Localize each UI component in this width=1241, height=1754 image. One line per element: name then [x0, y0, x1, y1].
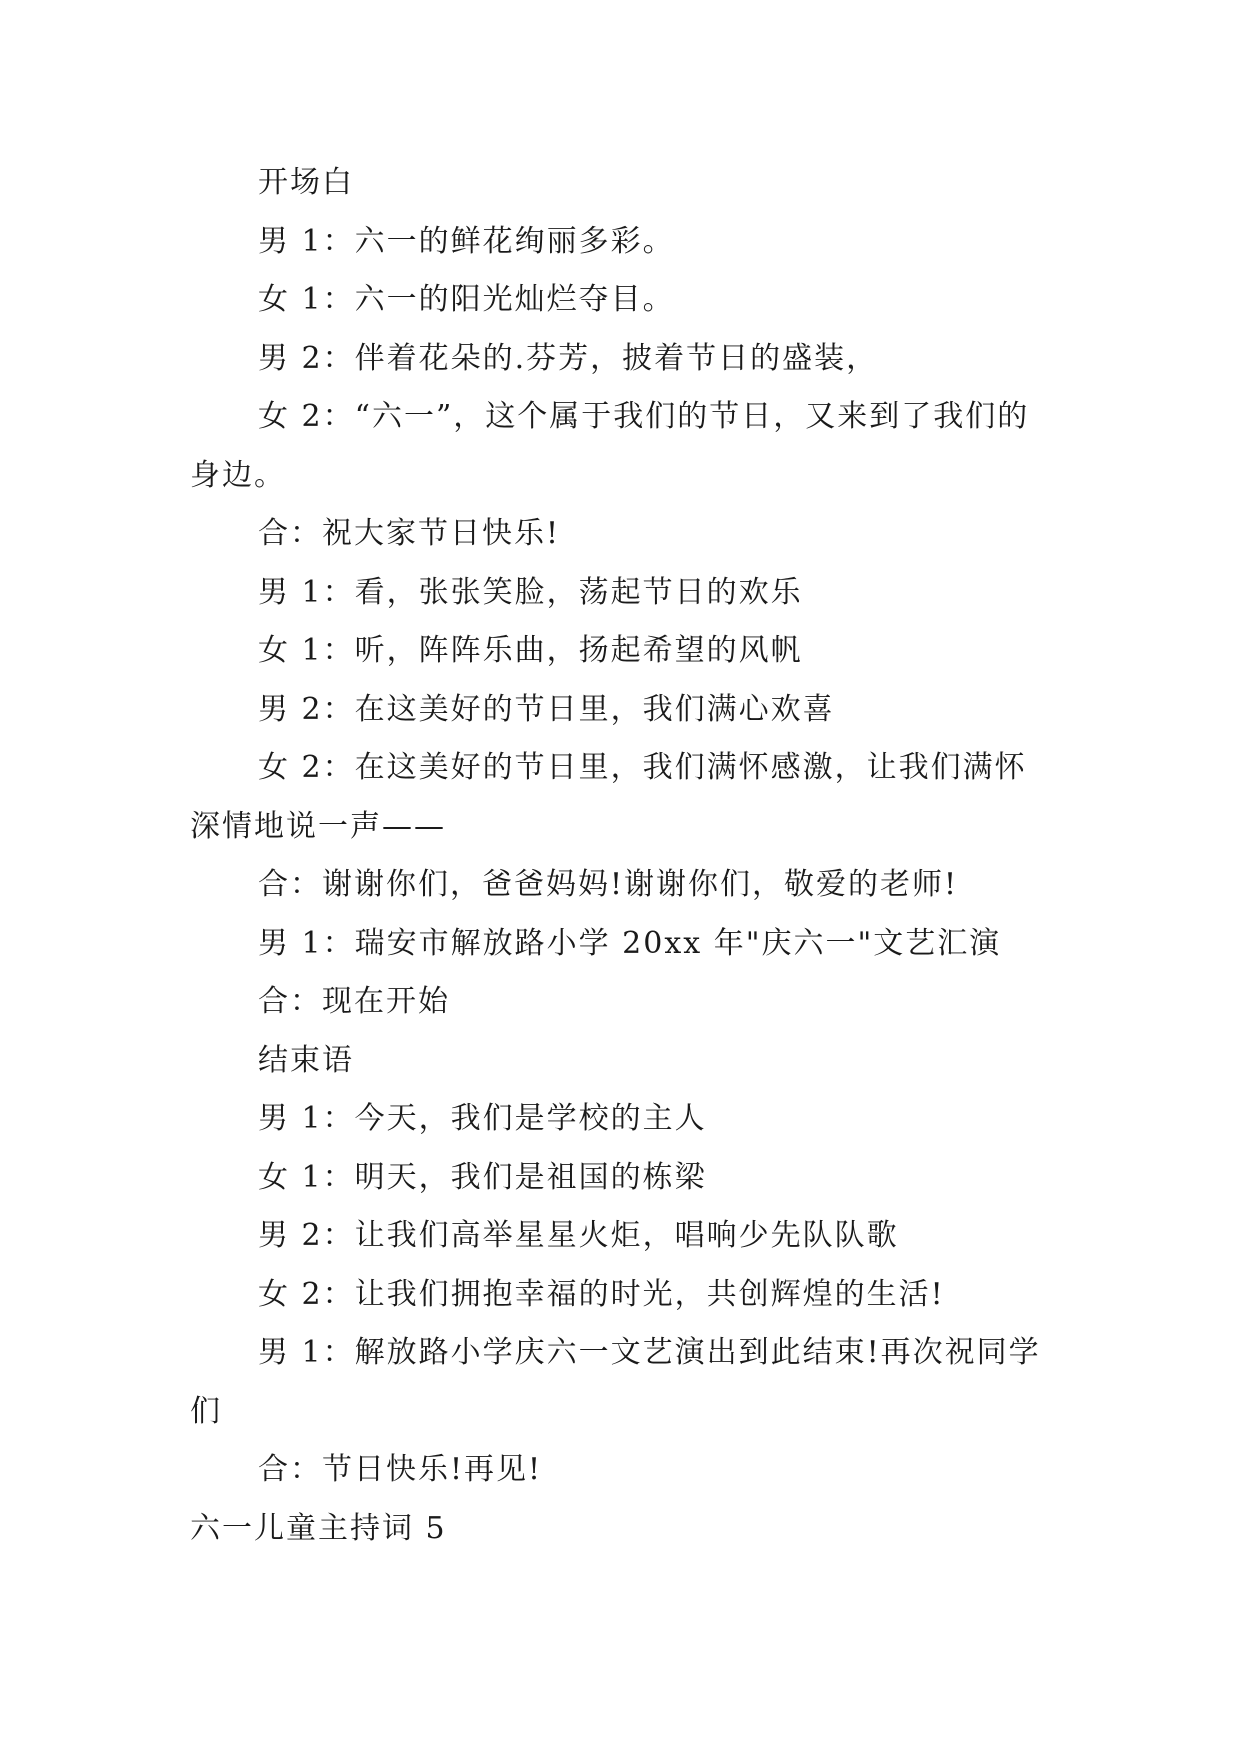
paragraph-line: 男 1：解放路小学庆六一文艺演出到此结束!再次祝同学们 — [190, 1335, 1041, 1429]
paragraph-closing-title: 结束语 — [258, 1042, 354, 1078]
paragraph-line: 合：节日快乐!再见! — [258, 1452, 543, 1487]
paragraph-line: 女 1：听，阵阵乐曲，扬起希望的风帆 — [258, 633, 803, 668]
paragraph-line: 女 2：“六一”，这个属于我们的节日，又来到了我们的身边。 — [190, 399, 1030, 493]
paragraph-line: 男 2：伴着花朵的.芬芳，披着节日的盛装， — [258, 340, 879, 376]
paragraph-opening-title: 开场白 — [258, 165, 354, 200]
paragraph-line: 男 1：看，张张笑脸，荡起节日的欢乐 — [258, 574, 803, 610]
paragraph-line: 女 1：六一的阳光灿烂夺目。 — [258, 282, 675, 317]
paragraph-line: 合：现在开始 — [258, 984, 450, 1019]
paragraph-line: 合：祝大家节日快乐! — [258, 516, 561, 551]
paragraph-line: 男 2：让我们高举星星火炬，唱响少先队队歌 — [258, 1218, 899, 1253]
paragraph-line: 男 1：瑞安市解放路小学 20xx 年"庆六一"文艺汇演 — [258, 925, 1002, 961]
document-body — [190, 154, 1050, 1558]
paragraph-line: 男 2：在这美好的节日里，我们满心欢喜 — [258, 691, 835, 727]
paragraph-line: 男 1：今天，我们是学校的主人 — [258, 1101, 707, 1136]
section-heading: 六一儿童主持词 5 — [190, 1510, 447, 1546]
paragraph-line: 女 2：在这美好的节日里，我们满怀感激，让我们满怀深情地说一声—— — [190, 750, 1027, 844]
paragraph-line: 女 1：明天，我们是祖国的栋梁 — [258, 1159, 707, 1195]
paragraph-line: 男 1：六一的鲜花绚丽多彩。 — [258, 223, 675, 259]
paragraph-line: 合：谢谢你们，爸爸妈妈!谢谢你们，敬爱的老师! — [258, 867, 959, 902]
paragraph-line: 女 2：让我们拥抱幸福的时光，共创辉煌的生活! — [258, 1276, 945, 1312]
